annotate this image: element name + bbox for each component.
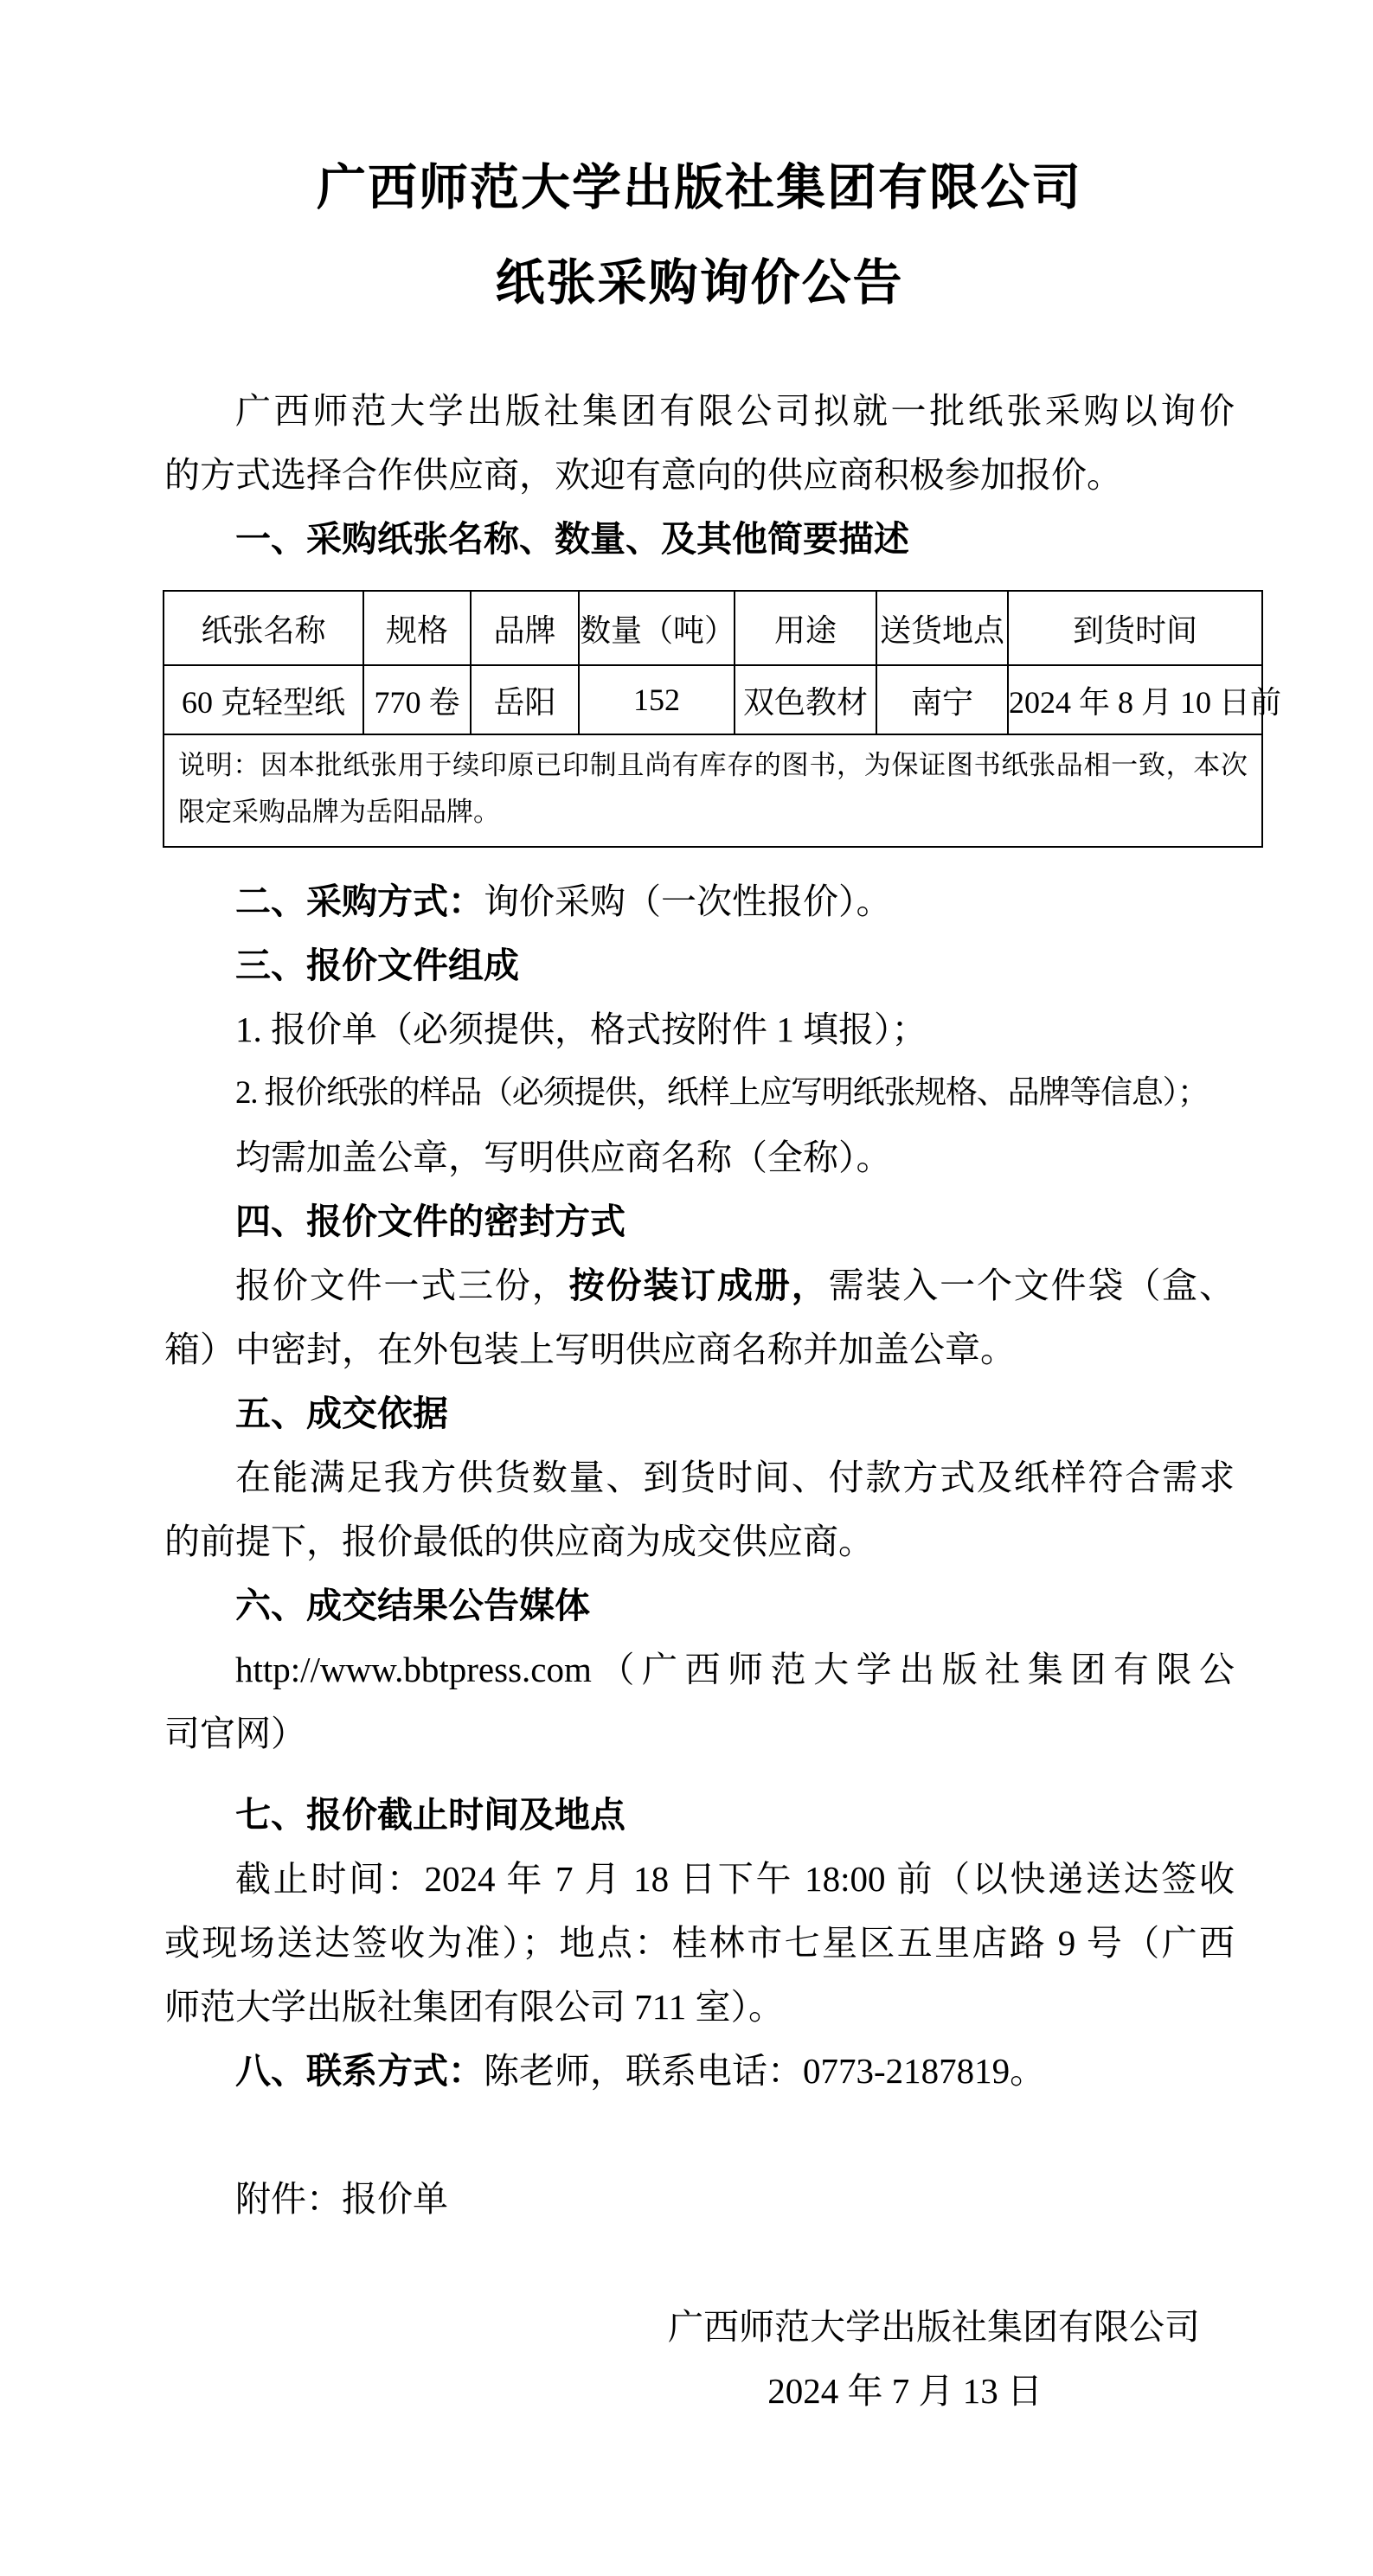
section-1-heading: 一、采购纸张名称、数量、及其他简要描述 (235, 519, 909, 559)
section-2-text: 询价采购（一次性报价）。 (484, 881, 892, 921)
section-7-heading: 七、报价截止时间及地点 (235, 1795, 626, 1835)
section-8-line (164, 2039, 1235, 2103)
cell-spec: 770 卷 (363, 665, 471, 734)
col-header-delivery-place: 送货地点 (876, 591, 1008, 665)
deadline-line-1: 截止时间：2024 年 7 月 18 日下午 18:00 前（以快递送达签收 (235, 1859, 1235, 1899)
section-4-text-bold: 按份装订成册， (568, 1266, 829, 1305)
section-6-heading: 六、成交结果公告媒体 (235, 1586, 590, 1625)
intro-paragraph (164, 379, 1235, 507)
section-5-line-2: 的前提下，报价最低的供应商为成交供应商。 (164, 1522, 874, 1561)
section-4-line-1 (164, 1253, 1235, 1317)
cell-brand: 岳阳 (471, 665, 579, 734)
website-url-continuation: 司官网） (164, 1714, 306, 1753)
table-header-row (164, 591, 1262, 665)
cell-delivery-place: 南宁 (876, 665, 1008, 734)
section-3-item-2-continuation: 均需加盖公章，写明供应商名称（全称）。 (235, 1137, 892, 1177)
signature-date: 2024 年 7 月 13 日 (767, 2371, 1043, 2411)
section-3-item-1: 1. 报价单（必须提供，格式按附件 1 填报）； (235, 1009, 927, 1049)
deadline-line-3: 师范大学出版社集团有限公司 711 室）。 (164, 1987, 784, 2027)
table-note: 说明：因本批纸张用于续印原已印制且尚有库存的图书，为保证图书纸张品相一致，本次限定采购品牌为岳阳品牌。 (164, 734, 1262, 847)
section-3-item-2: 2. 报价纸张的样品（必须提供，纸样上应写明纸张规格、品牌等信息）； (235, 1075, 1209, 1111)
col-header-arrival-time: 到货时间 (1008, 591, 1262, 665)
table-data-row (164, 665, 1262, 734)
intro-line-1: 广西师范大学出版社集团有限公司拟就一批纸张采购以询价 (235, 391, 1235, 431)
intro-line-2: 的方式选择合作供应商，欢迎有意向的供应商积极参加报价。 (164, 455, 1122, 495)
section-2-line (164, 869, 1235, 933)
col-header-quantity: 数量（吨） (579, 591, 735, 665)
section-5-heading: 五、成交依据 (235, 1394, 448, 1433)
col-header-brand: 品牌 (471, 591, 579, 665)
section-2-heading: 二、采购方式： (235, 881, 484, 921)
procurement-table (163, 590, 1282, 848)
section-5-line-1: 在能满足我方供货数量、到货时间、付款方式及纸样符合需求 (235, 1458, 1235, 1497)
section-3-heading: 三、报价文件组成 (235, 945, 519, 985)
cell-usage: 双色教材 (735, 665, 876, 734)
title-line-2: 纸张采购询价公告 (495, 256, 904, 311)
section-4-heading: 四、报价文件的密封方式 (235, 1201, 626, 1241)
col-header-paper-name: 纸张名称 (164, 591, 363, 665)
cell-arrival-time: 2024 年 8 月 10 日前 (1008, 665, 1262, 734)
signature-company: 广西师范大学出版社集团有限公司 (668, 2307, 1200, 2347)
col-header-spec: 规格 (363, 591, 471, 665)
col-header-usage: 用途 (735, 591, 876, 665)
table-note-row (164, 734, 1262, 847)
section-4-text-pre: 报价文件一式三份， (235, 1266, 569, 1305)
section-8-heading: 八、联系方式： (235, 2051, 484, 2091)
contact-info: 陈老师，联系电话：0773-2187819。 (484, 2051, 1046, 2091)
cell-paper-name: 60 克轻型纸 (164, 665, 363, 734)
attachment-line: 附件：报价单 (235, 2179, 448, 2219)
section-4-text-post: 需装入一个文件袋（盒、 (828, 1266, 1235, 1305)
title-line-1: 广西师范大学出版社集团有限公司 (317, 161, 1082, 215)
cell-quantity: 152 (579, 665, 735, 734)
deadline-line-2: 或现场送达签收为准）；地点：桂林市七星区五里店路 9 号（广西 (164, 1923, 1235, 1963)
section-4-line-2: 箱）中密封，在外包装上写明供应商名称并加盖公章。 (164, 1330, 1016, 1369)
website-url-line: http://www.bbtpress.com（广西师范大学出版社集团有限公 (235, 1650, 1235, 1689)
